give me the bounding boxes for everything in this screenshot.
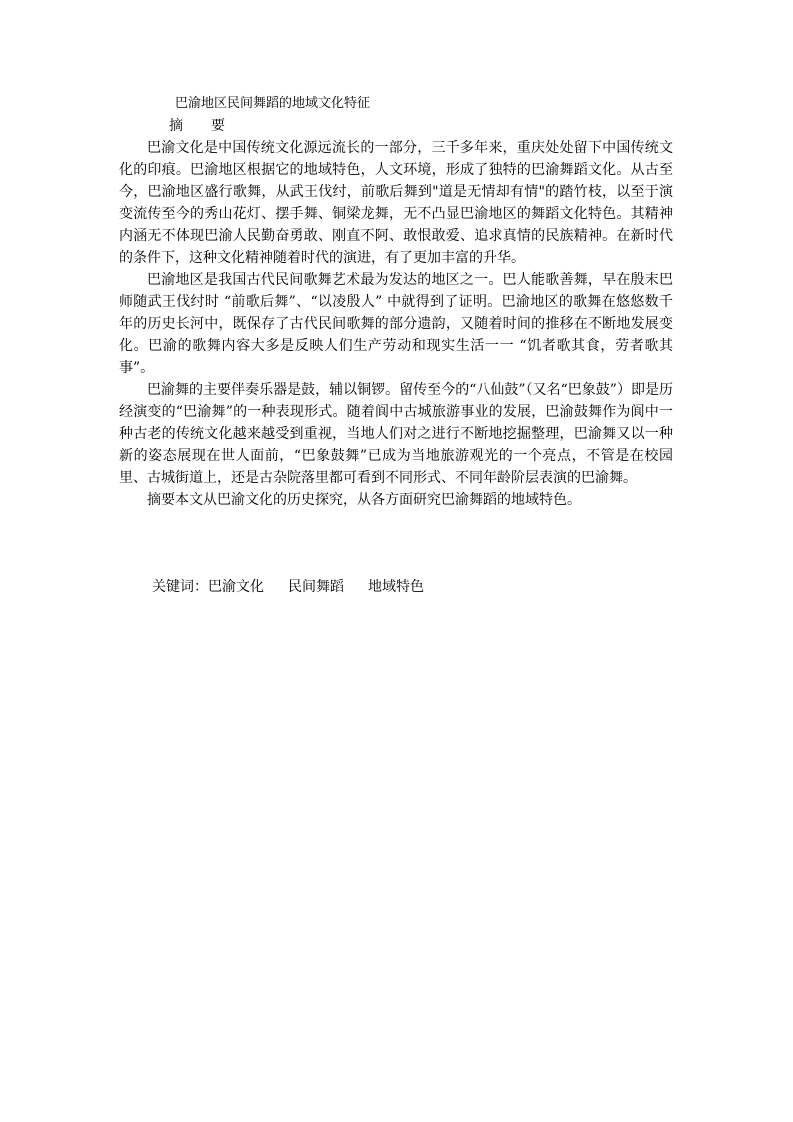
keywords-line: [152, 576, 424, 598]
abstract-heading: 摘要: [169, 118, 253, 134]
keyword-item: 民间舞蹈: [288, 579, 344, 595]
abstract-paragraph-1: 巴渝文化是中国传统文化源远流长的一部分，三千多年来，重庆处处留下中国传统文化的印痕。巴渝地区根据它的地域特色，人文环境，形成了独特的巴渝舞蹈文化。从古至今，巴渝地区盛行歌舞，从武王伐纣，前歌后舞到"道是无情却有情"的踏竹枝，以至于演变流传至今的秀山花灯、摆手舞、铜梁龙舞，无不凸显巴渝地区的舞蹈文化特色。其精神内涵无不体现巴渝人民勤奋勇敢、刚直不阿、敢恨敢爱、追求真情的民族精神。在新时代的条件下，这种文化精神随着时代的演进，有了更加丰富的升华。: [119, 140, 673, 266]
document-body: [119, 93, 673, 511]
keyword-item: 地域特色: [368, 579, 424, 595]
keyword-item: 巴渝文化: [208, 579, 264, 595]
document-title: 巴渝地区民间舞蹈的地域文化特征: [175, 96, 371, 111]
keywords-label: 关键词：: [152, 579, 208, 595]
abstract-paragraph-4: 摘要本文从巴渝文化的历史探究，从各方面研究巴渝舞蹈的地域特色。: [147, 492, 581, 508]
abstract-paragraph-3: 巴渝舞的主要伴奏乐器是鼓，辅以铜锣。留传至今的“八仙鼓”（又名“巴象鼓”）即是历经演变的“巴渝舞”的一种表现形式。随着阆中古城旅游事业的发展，巴渝鼓舞作为阆中一种古老的传统文化越来越受到重视，当地人们对之进行不断地挖掘整理，巴渝舞又以一种新的姿态展现在世人面前，“巴象鼓舞”已成为当地旅游观光的一个亮点，不管是在校园里、古城街道上，还是古杂院落里都可看到不同形式、不同年龄阶层表演的巴渝舞。: [119, 382, 673, 486]
abstract-paragraph-2: 巴渝地区是我国古代民间歌舞艺术最为发达的地区之一。巴人能歌善舞，早在殷末巴师随武王伐纣时 “前歌后舞”、“以凌殷人” 中就得到了证明。巴渝地区的歌舞在悠悠数千年的历史长河中，既保存了古代民间歌舞的部分遗韵，又随着时间的推移在不断地发展变化。巴渝的歌舞内容大多是反映人们生产劳动和现实生活一一 “饥者歌其食，劳者歌其事”。: [119, 272, 673, 376]
